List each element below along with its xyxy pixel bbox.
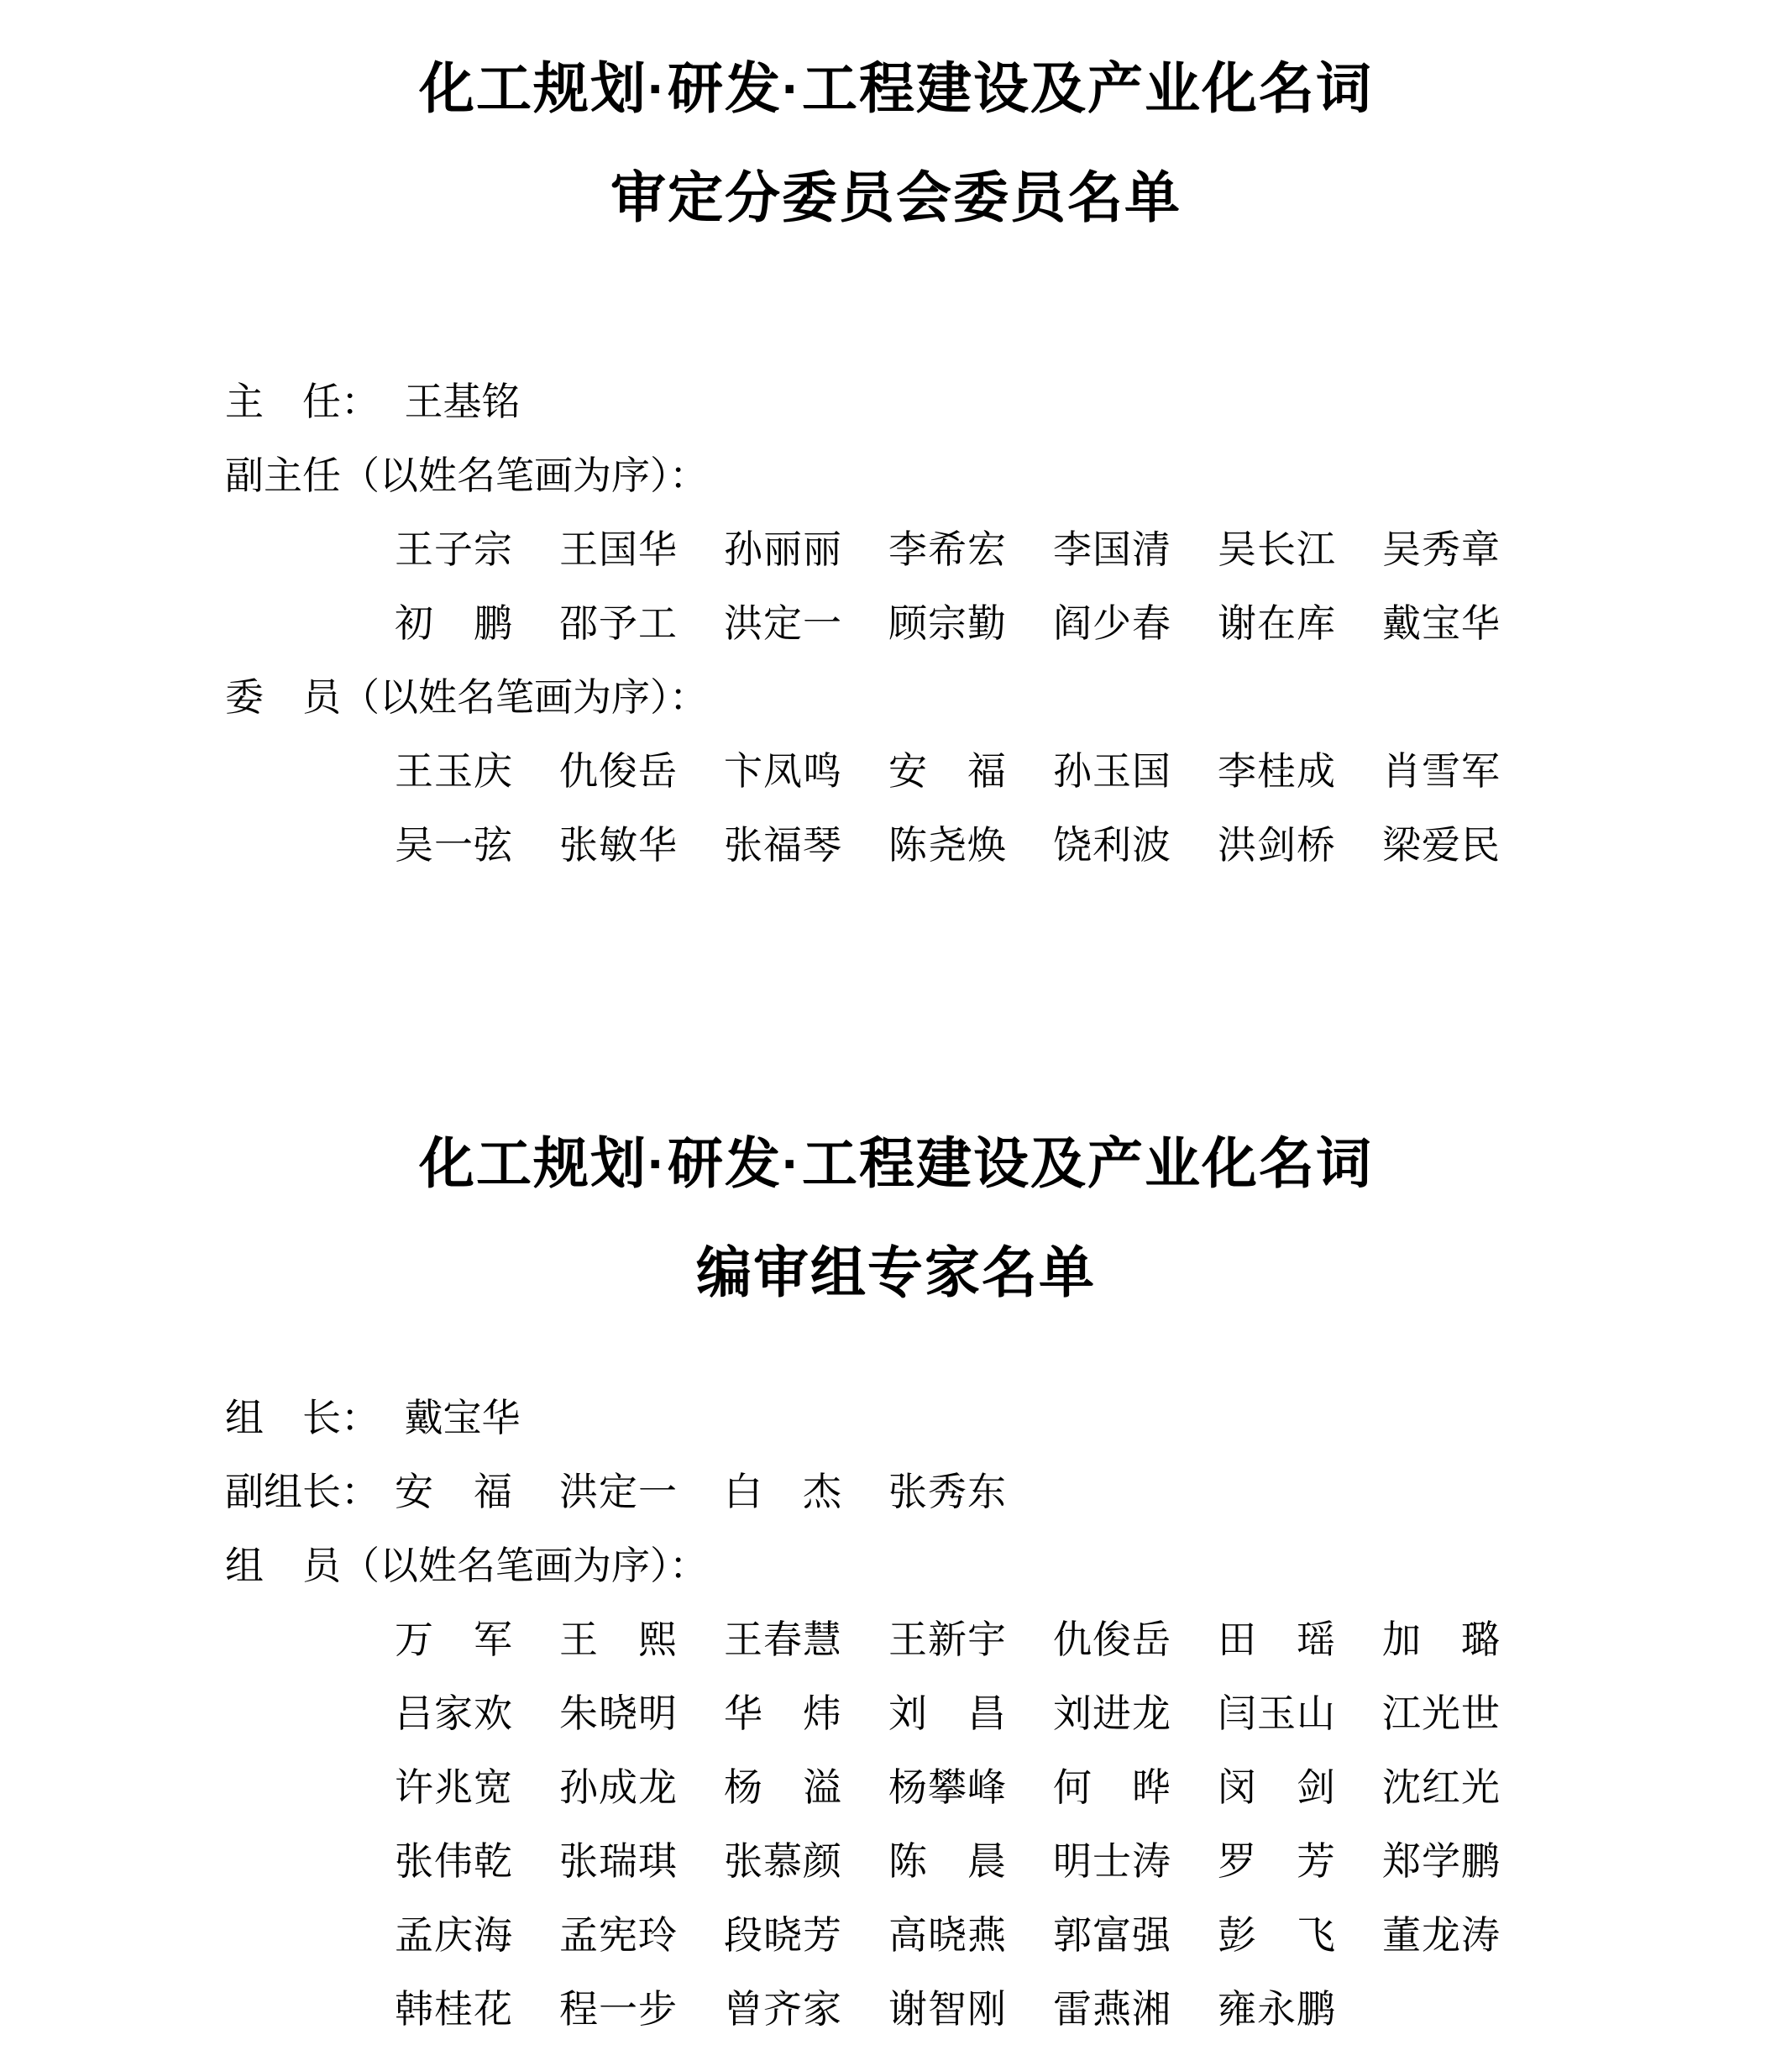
person-name: 仇俊岳 xyxy=(1053,1618,1171,1661)
name-row xyxy=(0,735,1792,809)
section-committee xyxy=(0,34,1792,883)
expert-group-title-line1: 化工规划·研发·工程建设及产业化名词 xyxy=(419,1132,1373,1194)
deputy-group-leader-names xyxy=(395,1471,1011,1513)
group-leader-name: 戴宝华 xyxy=(404,1397,521,1439)
person-name: 王玉庆 xyxy=(395,750,513,793)
person-name: 白 杰 xyxy=(724,1471,842,1513)
name-row xyxy=(0,587,1792,661)
person-name: 雷燕湘 xyxy=(1053,1988,1171,2031)
person-name: 梁爱民 xyxy=(1382,824,1501,867)
name-row xyxy=(0,1973,1792,2047)
person-name: 华 炜 xyxy=(724,1692,842,1735)
person-name: 孙玉国 xyxy=(1053,750,1171,793)
person-name: 饶利波 xyxy=(1053,824,1171,867)
person-name: 安 福 xyxy=(395,1471,513,1513)
expert-group-title xyxy=(0,1109,1792,1327)
name-row xyxy=(0,1677,1792,1751)
person-name: 安 福 xyxy=(888,750,1007,793)
person-name: 彭 飞 xyxy=(1218,1914,1336,1957)
person-name: 雍永鹏 xyxy=(1218,1988,1336,2031)
person-name: 肖雪军 xyxy=(1382,750,1501,793)
name-row xyxy=(0,809,1792,883)
person-name: 加 璐 xyxy=(1382,1618,1501,1661)
person-name: 李希宏 xyxy=(888,528,1007,571)
committee-body xyxy=(0,365,1792,883)
person-name: 王春慧 xyxy=(724,1618,842,1661)
person-name: 谢智刚 xyxy=(888,1988,1007,2031)
person-name: 王 熙 xyxy=(559,1618,678,1661)
person-name: 孟宪玲 xyxy=(559,1914,678,1957)
name-row xyxy=(0,1603,1792,1677)
group-member-label-line xyxy=(0,1529,1792,1603)
person-name: 吴长江 xyxy=(1218,528,1336,571)
group-member-rows xyxy=(0,1603,1792,2047)
person-name: 陈 晨 xyxy=(888,1840,1007,1883)
group-leader-label: 组 长： xyxy=(225,1397,380,1439)
deputy-group-leader-line xyxy=(0,1455,1792,1529)
person-name: 洪剑桥 xyxy=(1218,824,1336,867)
group-leader-line xyxy=(0,1382,1792,1455)
person-name: 田 瑶 xyxy=(1218,1618,1336,1661)
director-name: 王基铭 xyxy=(404,380,521,423)
person-name: 洪定一 xyxy=(724,602,842,645)
member-label-line xyxy=(0,661,1792,735)
deputy-director-label: 副主任（以姓名笔画为序）： xyxy=(225,454,708,497)
expert-group-body xyxy=(0,1382,1792,2047)
deputy-director-rows xyxy=(0,513,1792,661)
name-row xyxy=(0,1825,1792,1899)
expert-group-title-line2: 编审组专家名单 xyxy=(696,1241,1096,1303)
person-name: 初 鹏 xyxy=(395,602,513,645)
name-row xyxy=(0,1899,1792,1973)
person-name: 曾齐家 xyxy=(724,1988,842,2031)
person-name: 刘进龙 xyxy=(1053,1692,1171,1735)
person-name: 王国华 xyxy=(559,528,678,571)
person-name: 卞凤鸣 xyxy=(724,750,842,793)
person-name: 杨 溢 xyxy=(724,1766,842,1809)
person-name: 李国清 xyxy=(1053,528,1171,571)
person-name: 许兆宽 xyxy=(395,1766,513,1809)
person-name: 朱晓明 xyxy=(559,1692,678,1735)
person-name: 董龙涛 xyxy=(1382,1914,1501,1957)
person-name: 江光世 xyxy=(1382,1692,1501,1735)
person-name: 吴一弦 xyxy=(395,824,513,867)
person-name: 顾宗勤 xyxy=(888,602,1007,645)
person-name: 沈红光 xyxy=(1382,1766,1501,1809)
person-name: 程一步 xyxy=(559,1988,678,2031)
name-row xyxy=(0,513,1792,587)
person-name: 明士涛 xyxy=(1053,1840,1171,1883)
person-name: 韩桂花 xyxy=(395,1988,513,2031)
name-row xyxy=(0,1751,1792,1825)
person-name: 仇俊岳 xyxy=(559,750,678,793)
person-name: 张伟乾 xyxy=(395,1840,513,1883)
person-name: 张福琴 xyxy=(724,824,842,867)
person-name: 闵 剑 xyxy=(1218,1766,1336,1809)
person-name: 张敏华 xyxy=(559,824,678,867)
person-name: 闫玉山 xyxy=(1218,1692,1336,1735)
director-label: 主 任： xyxy=(225,380,380,423)
person-name: 张慕颜 xyxy=(724,1840,842,1883)
person-name: 吴秀章 xyxy=(1382,528,1501,571)
deputy-group-leader-label: 副组长： xyxy=(225,1471,380,1513)
person-name: 吕家欢 xyxy=(395,1692,513,1735)
person-name: 段晓芳 xyxy=(724,1914,842,1957)
person-name: 阎少春 xyxy=(1053,602,1171,645)
person-name: 王新宇 xyxy=(888,1618,1007,1661)
member-label: 委 员（以姓名笔画为序）： xyxy=(225,676,708,719)
committee-title-line2: 审定分委员会委员名单 xyxy=(610,166,1182,228)
person-name: 孟庆海 xyxy=(395,1914,513,1957)
person-name: 张瑞琪 xyxy=(559,1840,678,1883)
director-line xyxy=(0,365,1792,439)
person-name: 杨攀峰 xyxy=(888,1766,1007,1809)
person-name: 罗 芳 xyxy=(1218,1840,1336,1883)
person-name: 邵予工 xyxy=(559,602,678,645)
person-name: 高晓燕 xyxy=(888,1914,1007,1957)
person-name: 郑学鹏 xyxy=(1382,1840,1501,1883)
section-expert-group xyxy=(0,1109,1792,2047)
person-name: 刘 昌 xyxy=(888,1692,1007,1735)
person-name: 郭富强 xyxy=(1053,1914,1171,1957)
person-name: 何 晔 xyxy=(1053,1766,1171,1809)
person-name: 谢在库 xyxy=(1218,602,1336,645)
deputy-director-label-line xyxy=(0,439,1792,513)
person-name: 陈尧焕 xyxy=(888,824,1007,867)
committee-title xyxy=(0,34,1792,252)
person-name: 孙丽丽 xyxy=(724,528,842,571)
person-name: 张秀东 xyxy=(888,1471,1007,1513)
person-name: 王子宗 xyxy=(395,528,513,571)
group-member-label: 组 员（以姓名笔画为序）： xyxy=(225,1544,708,1587)
person-name: 万 军 xyxy=(395,1618,513,1661)
person-name: 洪定一 xyxy=(559,1471,678,1513)
person-name: 戴宝华 xyxy=(1382,602,1501,645)
person-name: 李桂成 xyxy=(1218,750,1336,793)
member-rows xyxy=(0,735,1792,883)
committee-title-line1: 化工规划·研发·工程建设及产业化名词 xyxy=(419,57,1373,119)
person-name: 孙成龙 xyxy=(559,1766,678,1809)
